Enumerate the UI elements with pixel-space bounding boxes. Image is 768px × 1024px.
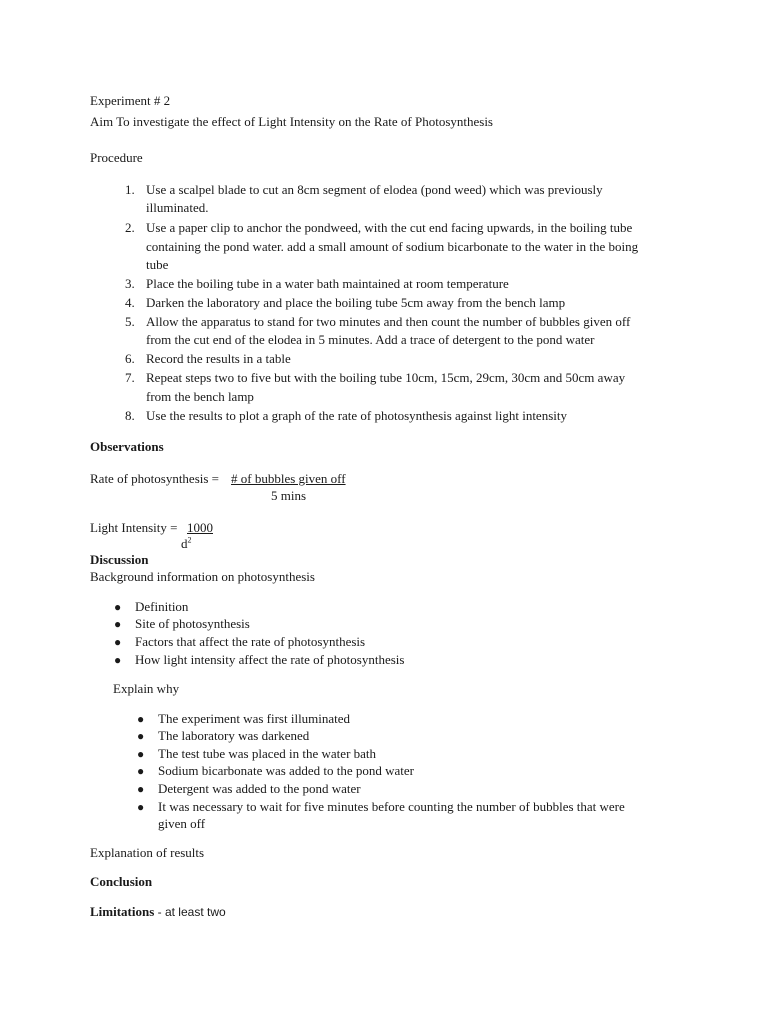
step-text: Use a paper clip to anchor the pondweed, with the cut end facing upwards, in the boiling tube [146,220,633,235]
step-text: from the bench lamp [146,389,254,404]
explain-list-item-continued: given off [158,816,206,831]
explain-why-text: Explain why [113,681,180,696]
step-text: illuminated. [146,200,209,215]
rate-formula-label: Rate of photosynthesis = [90,471,220,486]
rate-formula-denominator: 5 mins [271,488,307,503]
bullet-icon: ● [137,764,145,778]
background-list-item: Definition [135,599,189,614]
step-text: tube [146,257,169,272]
explain-list-item: The laboratory was darkened [158,728,310,743]
explain-list-item: It was necessary to wait for five minutes before counting the number of bubbles that were [158,799,625,814]
bullet-icon: ● [114,600,122,614]
explanation-of-results: Explanation of results [90,845,205,860]
explain-list-item: The experiment was first illuminated [158,711,351,726]
step-number: 4. [125,295,135,310]
step-number: 1. [125,182,135,197]
limitations-heading: Limitations [90,904,155,919]
aim-text: Aim To investigate the effect of Light Intensity on the Rate of Photosynthesis [90,114,493,129]
bullet-icon: ● [114,617,122,631]
observations-heading: Observations [90,439,164,454]
experiment-title: Experiment # 2 [90,93,171,108]
light-formula-numerator: 1000 [187,520,213,535]
step-text: Record the results in a table [146,351,291,366]
conclusion-heading: Conclusion [90,874,153,889]
procedure-heading: Procedure [90,150,143,165]
discussion-heading: Discussion [90,552,149,567]
bullet-icon: ● [137,782,145,796]
bullet-icon: ● [137,712,145,726]
background-info-text: Background information on photosynthesis [90,569,315,584]
step-text: containing the pond water. add a small amount of sodium bicarbonate to the water in the boing [146,239,639,254]
explain-list-item: The test tube was placed in the water bath [158,746,377,761]
limitations-line [90,904,226,920]
step-text: Darken the laboratory and place the boiling tube 5cm away from the bench lamp [146,295,566,310]
step-text: Allow the apparatus to stand for two minutes and then count the number of bubbles given off [146,314,631,329]
step-text: Place the boiling tube in a water bath maintained at room temperature [146,276,509,291]
bullet-icon: ● [114,653,122,667]
step-number: 6. [125,351,135,366]
step-number: 5. [125,314,135,329]
step-number: 2. [125,220,135,235]
light-denominator-exponent: 2 [187,535,192,545]
step-text: Use a scalpel blade to cut an 8cm segment of elodea (pond weed) which was previously [146,182,603,197]
background-list-item: Factors that affect the rate of photosynthesis [135,634,366,649]
bullet-icon: ● [114,635,122,649]
light-denominator-base: d [181,536,188,551]
bullet-icon: ● [137,729,145,743]
step-text: Use the results to plot a graph of the rate of photosynthesis against light intensity [146,408,567,423]
step-text: from the cut end of the elodea in 5 minutes. Add a trace of detergent to the pond water [146,332,595,347]
bullet-icon: ● [137,800,145,814]
step-number: 3. [125,276,135,291]
background-list-item: How light intensity affect the rate of photosynthesis [135,652,405,667]
limitations-note: - at least two [154,905,226,919]
bullet-icon: ● [137,747,145,761]
explain-list-item: Sodium bicarbonate was added to the pond water [158,763,414,778]
light-formula-denominator [181,536,192,552]
light-formula-label: Light Intensity = [90,520,178,535]
step-number: 8. [125,408,135,423]
explain-list-item: Detergent was added to the pond water [158,781,361,796]
step-number: 7. [125,370,135,385]
step-text: Repeat steps two to five but with the boiling tube 10cm, 15cm, 29cm, 30cm and 50cm away [146,370,626,385]
background-list-item: Site of photosynthesis [135,616,250,631]
rate-formula-numerator: # of bubbles given off [231,471,346,486]
